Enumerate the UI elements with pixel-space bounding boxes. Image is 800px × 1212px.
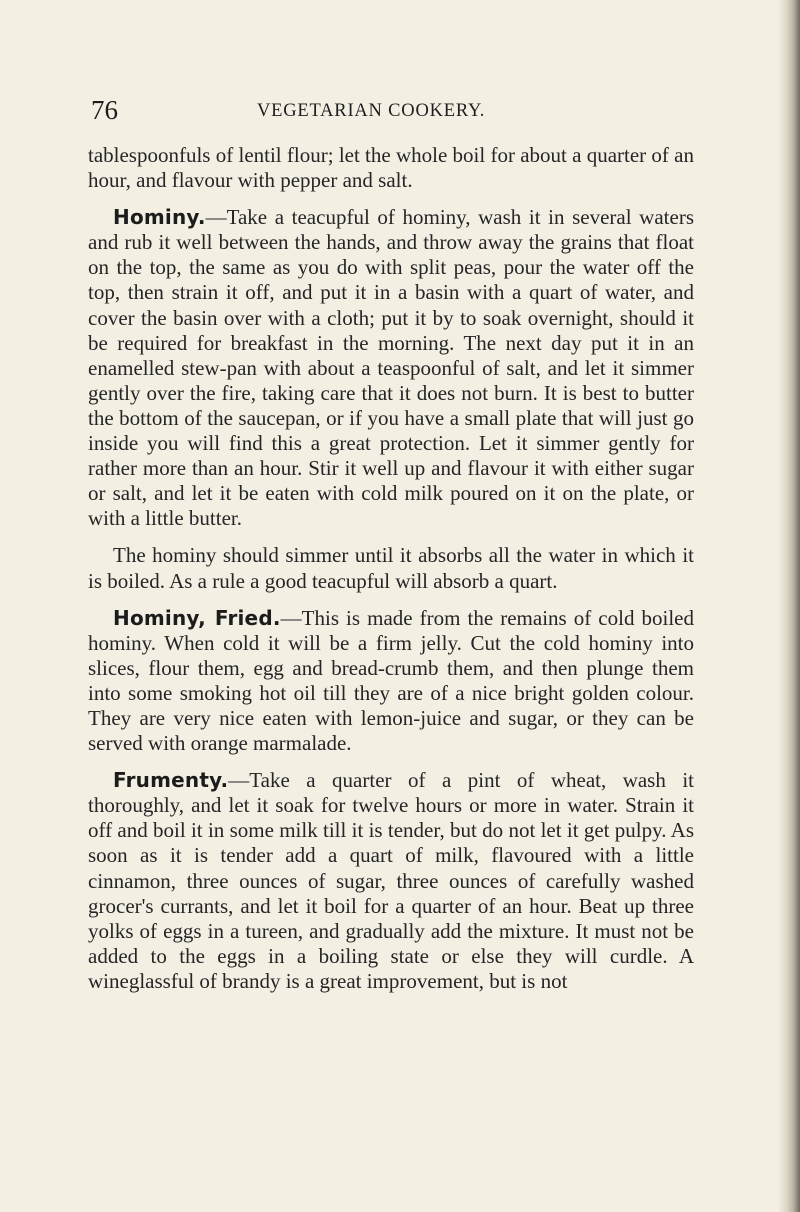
paragraph-text: —Take a quarter of a pint of wheat, wash it thoroughly, and let it soak for twelve hours or more in water. Strain it off and boil it in some milk till it is tender, but do not let it get pulpy. As soon as it is tender add a quart of milk, flavoured with a little cinnamon, three ounces of sugar, three ounces of carefully washed grocer's currants, and let it boil for a quarter of an hour. Beat up three yolks of eggs in a tureen, and gradually add the mixture. It must not be added to the eggs in a boiling state or else they will curdle. A wineglassful of brandy is a great improvement, but is not: [88, 768, 694, 993]
page-number: 76: [91, 95, 118, 125]
paragraph-text: —This is made from the remains of cold boiled hominy. When cold it will be a firm jelly. Cut the cold hominy into slices, flour them, egg and bread-crumb them, and then plunge them into some smoking hot oil till they are of a nice bright golden colour. They are very nice eaten with lemon-juice and sugar, or they can be served with orange marmalade.: [88, 605, 694, 756]
recipe-title: Hominy.: [113, 205, 206, 230]
recipe-title: Frumenty.: [113, 768, 229, 793]
page-header: [91, 92, 701, 128]
recipe-frumenty: [88, 768, 694, 994]
body-text: [88, 143, 694, 994]
recipe-hominy: [88, 205, 694, 531]
paragraph-continuation: [88, 143, 694, 193]
recipe-hominy-fried: [88, 606, 694, 757]
page-binding-edge: [778, 0, 800, 1212]
recipe-title: Hominy, Fried.: [113, 605, 281, 630]
paragraph-note: [88, 543, 694, 593]
paragraph-text: tablespoonfuls of lentil flour; let the whole boil for about a quarter of an hour, and flavour with pepper and salt.: [88, 143, 694, 193]
running-title: VEGETARIAN COOKERY.: [257, 101, 486, 121]
paragraph-text: —Take a teacupful of hominy, wash it in several waters and rub it well between the hands, and throw away the grains that float on the top, the same as you do with split peas, pour the water off the top, then strain it off, and put it in a basin with a quart of water, and cover the basin over with a cloth; put it by to soak overnight, should it be required for breakfast in the morning. The next day put it in an enamelled stew-pan with about a teaspoonful of salt, and let it simmer gently over the fire, taking care that it does not burn. It is best to butter the bottom of the saucepan, or if you have a small plate that will just go inside you will find this a great protection. Let it simmer gently for rather more than an hour. Stir it well up and flavour it with either sugar or salt, and let it be eaten with cold milk poured on it on the plate, or with a little butter.: [88, 205, 694, 531]
paragraph-text: The hominy should simmer until it absorbs all the water in which it is boiled. As a rule a good teacupful will absorb a quart.: [88, 543, 694, 593]
